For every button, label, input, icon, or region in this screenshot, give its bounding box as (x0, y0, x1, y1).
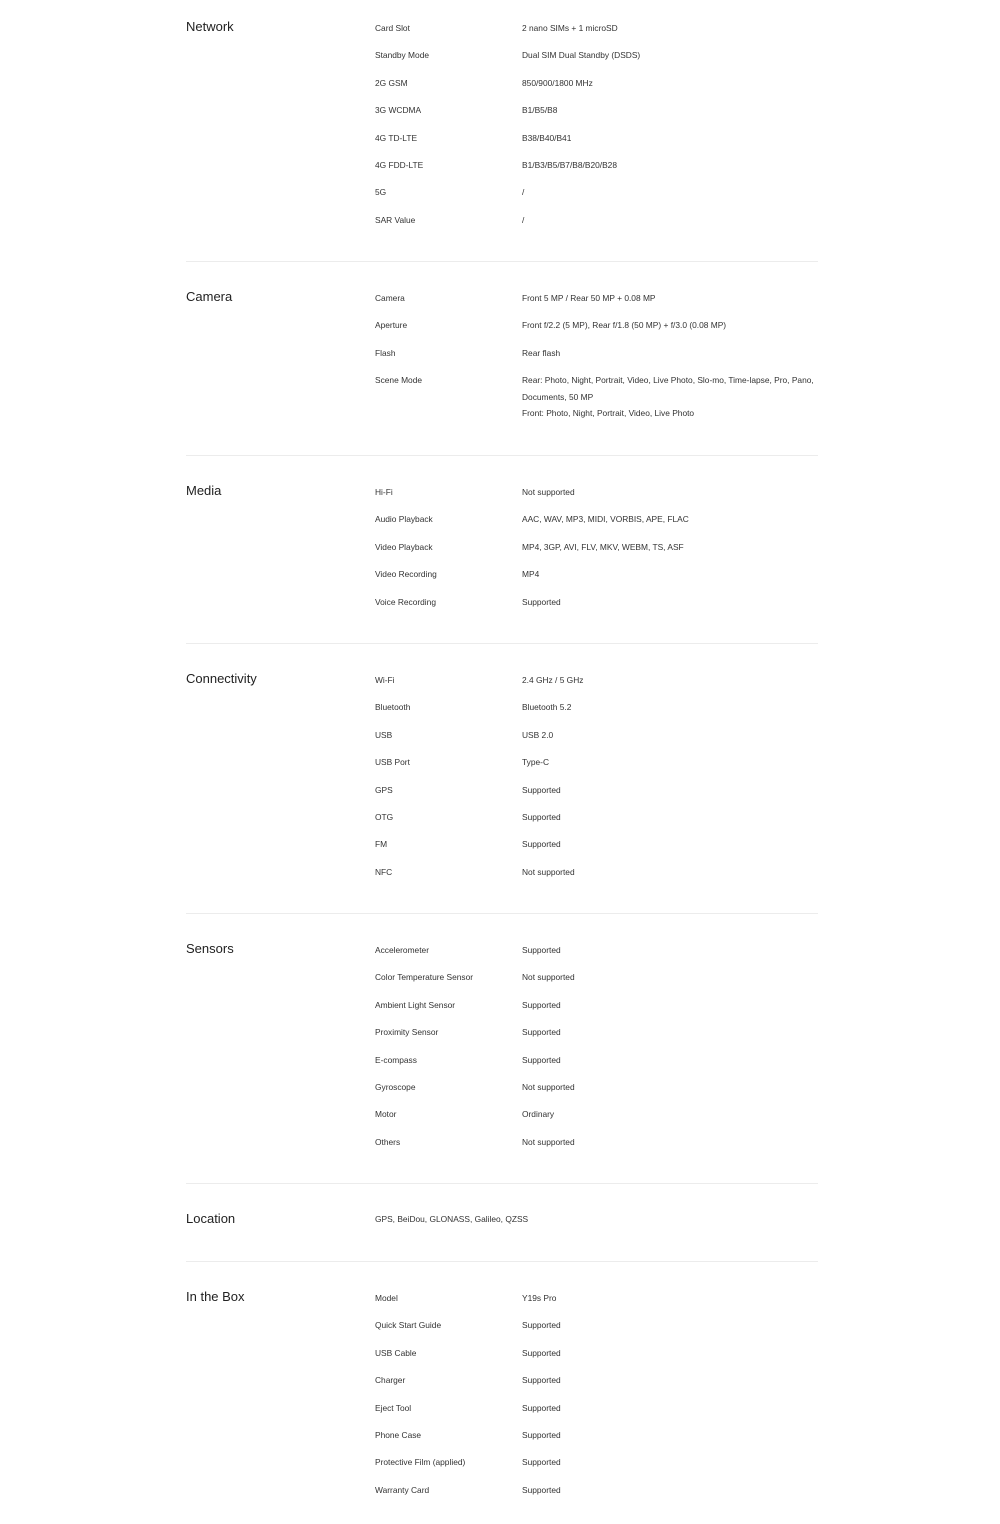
spec-value: Supported (522, 999, 561, 1010)
spec-row (375, 1482, 818, 1509)
spec-value: Supported (522, 811, 561, 822)
spec-key: Quick Start Guide (375, 1320, 442, 1331)
spec-key: Card Slot (375, 23, 410, 33)
spec-list (375, 20, 818, 239)
spec-value: Bluetooth 5.2 (522, 702, 572, 713)
section-divider (186, 643, 818, 644)
spec-value: MP4 (522, 569, 540, 580)
spec-key: Protective Film (applied) (375, 1457, 466, 1468)
spec-row (375, 20, 818, 47)
spec-row (375, 157, 818, 184)
spec-value: Supported (522, 784, 561, 795)
spec-value: Supported (522, 945, 561, 955)
spec-value: Supported (522, 1375, 561, 1386)
spec-row (375, 1290, 818, 1317)
spec-key: 2G GSM (375, 77, 408, 88)
spec-key: Aperture (375, 320, 408, 331)
spec-value-line: Rear: Photo, Night, Portrait, Video, Live Photo, Slo-mo, Time-lapse, Pro, Pano, Documents, 50 MP (522, 375, 814, 402)
spec-value: Supported (522, 1027, 561, 1038)
spec-value: Not supported (522, 487, 575, 497)
spec-key: Audio Playback (375, 514, 433, 525)
spec-key: Voice Recording (375, 596, 436, 607)
spec-value: Supported (522, 1429, 561, 1440)
spec-key: E-compass (375, 1054, 417, 1065)
spec-key: Ambient Light Sensor (375, 999, 456, 1010)
spec-row (375, 345, 818, 372)
section-title: Network (186, 19, 234, 34)
spec-row (375, 836, 818, 863)
spec-row (375, 727, 818, 754)
spec-row (375, 212, 818, 239)
spec-list (375, 1290, 818, 1509)
spec-value (522, 372, 818, 422)
spec-value: Ordinary (522, 1109, 555, 1120)
spec-key: Model (375, 1293, 398, 1303)
spec-value: Supported (522, 1484, 561, 1495)
spec-row (375, 184, 818, 211)
section-divider (186, 455, 818, 456)
section-title: Media (186, 483, 222, 498)
spec-key: Hi-Fi (375, 487, 393, 497)
spec-row (375, 511, 818, 538)
spec-key: 5G (375, 187, 387, 198)
spec-value: USB 2.0 (522, 729, 554, 740)
spec-list (375, 484, 818, 621)
section-title: Camera (186, 289, 233, 304)
spec-row (375, 754, 818, 781)
spec-row (375, 75, 818, 102)
spec-value: Front 5 MP / Rear 50 MP + 0.08 MP (522, 293, 656, 303)
spec-key: Eject Tool (375, 1402, 412, 1413)
spec-value: B38/B40/B41 (522, 132, 572, 143)
spec-value: Not supported (522, 866, 575, 877)
spec-row (375, 566, 818, 593)
spec-row (375, 130, 818, 157)
spec-row (375, 1427, 818, 1454)
section-divider (186, 1183, 818, 1184)
spec-key: USB (375, 729, 393, 740)
spec-row (375, 1345, 818, 1372)
spec-row (375, 372, 818, 432)
spec-row (375, 699, 818, 726)
spec-row (375, 782, 818, 809)
spec-row (375, 594, 818, 621)
spec-value: Dual SIM Dual Standby (DSDS) (522, 50, 641, 61)
spec-key: Color Temperature Sensor (375, 972, 474, 983)
spec-key: Wi-Fi (375, 675, 395, 685)
spec-key: Video Playback (375, 541, 433, 552)
spec-row (375, 47, 818, 74)
spec-key: Bluetooth (375, 702, 411, 713)
spec-key: Charger (375, 1375, 406, 1386)
spec-list (375, 672, 818, 891)
spec-value: / (522, 214, 525, 225)
spec-key: Warranty Card (375, 1484, 430, 1495)
spec-key: GPS (375, 784, 393, 795)
spec-value: Rear flash (522, 347, 561, 358)
spec-value: 850/900/1800 MHz (522, 77, 593, 88)
spec-row (375, 1134, 818, 1161)
spec-value: Supported (522, 596, 561, 607)
spec-value: B1/B3/B5/B7/B8/B20/B28 (522, 159, 617, 170)
spec-row (375, 1400, 818, 1427)
spec-key: Phone Case (375, 1429, 422, 1440)
spec-key: Accelerometer (375, 945, 429, 955)
spec-key: 4G FDD-LTE (375, 159, 424, 170)
spec-row (375, 290, 818, 317)
section-divider (186, 913, 818, 914)
spec-row (375, 942, 818, 969)
spec-value: Supported (522, 1320, 561, 1331)
spec-row (375, 1106, 818, 1133)
spec-value: B1/B5/B8 (522, 105, 558, 116)
spec-key: Standby Mode (375, 50, 430, 61)
spec-value: Supported (522, 1347, 561, 1358)
spec-value: Not supported (522, 972, 575, 983)
spec-key: USB Port (375, 757, 410, 768)
spec-value-line: Front: Photo, Night, Portrait, Video, Live Photo (522, 408, 695, 419)
spec-key: Video Recording (375, 569, 437, 580)
spec-row (375, 1454, 818, 1481)
spec-value: / (522, 187, 525, 198)
spec-key: USB Cable (375, 1347, 417, 1358)
section-title: Sensors (186, 941, 234, 956)
spec-row (375, 539, 818, 566)
section-title: Connectivity (186, 671, 257, 686)
spec-key: Camera (375, 293, 405, 303)
spec-key: Proximity Sensor (375, 1027, 439, 1038)
section-divider (186, 1261, 818, 1262)
spec-row (375, 1079, 818, 1106)
spec-row (375, 1372, 818, 1399)
spec-key: 3G WCDMA (375, 105, 422, 116)
spec-value: Not supported (522, 1081, 575, 1092)
spec-value: GPS, BeiDou, GLONASS, Galileo, QZSS (375, 1214, 529, 1224)
spec-row (375, 102, 818, 129)
spec-value: Type-C (522, 757, 549, 768)
spec-value: Supported (522, 839, 561, 850)
spec-row (375, 672, 818, 699)
spec-value: Not supported (522, 1136, 575, 1147)
spec-key: Scene Mode (375, 375, 423, 386)
spec-key: SAR Value (375, 214, 416, 225)
spec-key: FM (375, 839, 388, 850)
spec-key: Flash (375, 347, 396, 358)
spec-key: Gyroscope (375, 1081, 416, 1092)
spec-key: NFC (375, 866, 393, 877)
section-title: In the Box (186, 1289, 245, 1304)
section-title: Location (186, 1211, 236, 1226)
spec-list (375, 942, 818, 1161)
spec-value: 2.4 GHz / 5 GHz (522, 675, 584, 685)
spec-row (375, 1317, 818, 1344)
spec-list (375, 290, 818, 432)
spec-row (375, 997, 818, 1024)
spec-value: Supported (522, 1457, 561, 1468)
spec-key: Others (375, 1136, 401, 1147)
spec-row (375, 864, 818, 891)
spec-row (375, 969, 818, 996)
spec-key: 4G TD-LTE (375, 132, 418, 143)
spec-row (375, 484, 818, 511)
spec-row (375, 1052, 818, 1079)
spec-row (375, 317, 818, 344)
spec-value: 2 nano SIMs + 1 microSD (522, 23, 618, 33)
spec-key: OTG (375, 811, 394, 822)
section-divider (186, 261, 818, 262)
spec-value: AAC, WAV, MP3, MIDI, VORBIS, APE, FLAC (522, 514, 689, 525)
spec-value: Y19s Pro (522, 1293, 557, 1303)
spec-value: Front f/2.2 (5 MP), Rear f/1.8 (50 MP) + f/3.0 (0.08 MP) (522, 320, 727, 331)
spec-row (375, 809, 818, 836)
spec-value: Supported (522, 1054, 561, 1065)
spec-value: MP4, 3GP, AVI, FLV, MKV, WEBM, TS, ASF (522, 541, 684, 552)
spec-value: Supported (522, 1402, 561, 1413)
spec-row (375, 1024, 818, 1051)
spec-key: Motor (375, 1109, 397, 1120)
